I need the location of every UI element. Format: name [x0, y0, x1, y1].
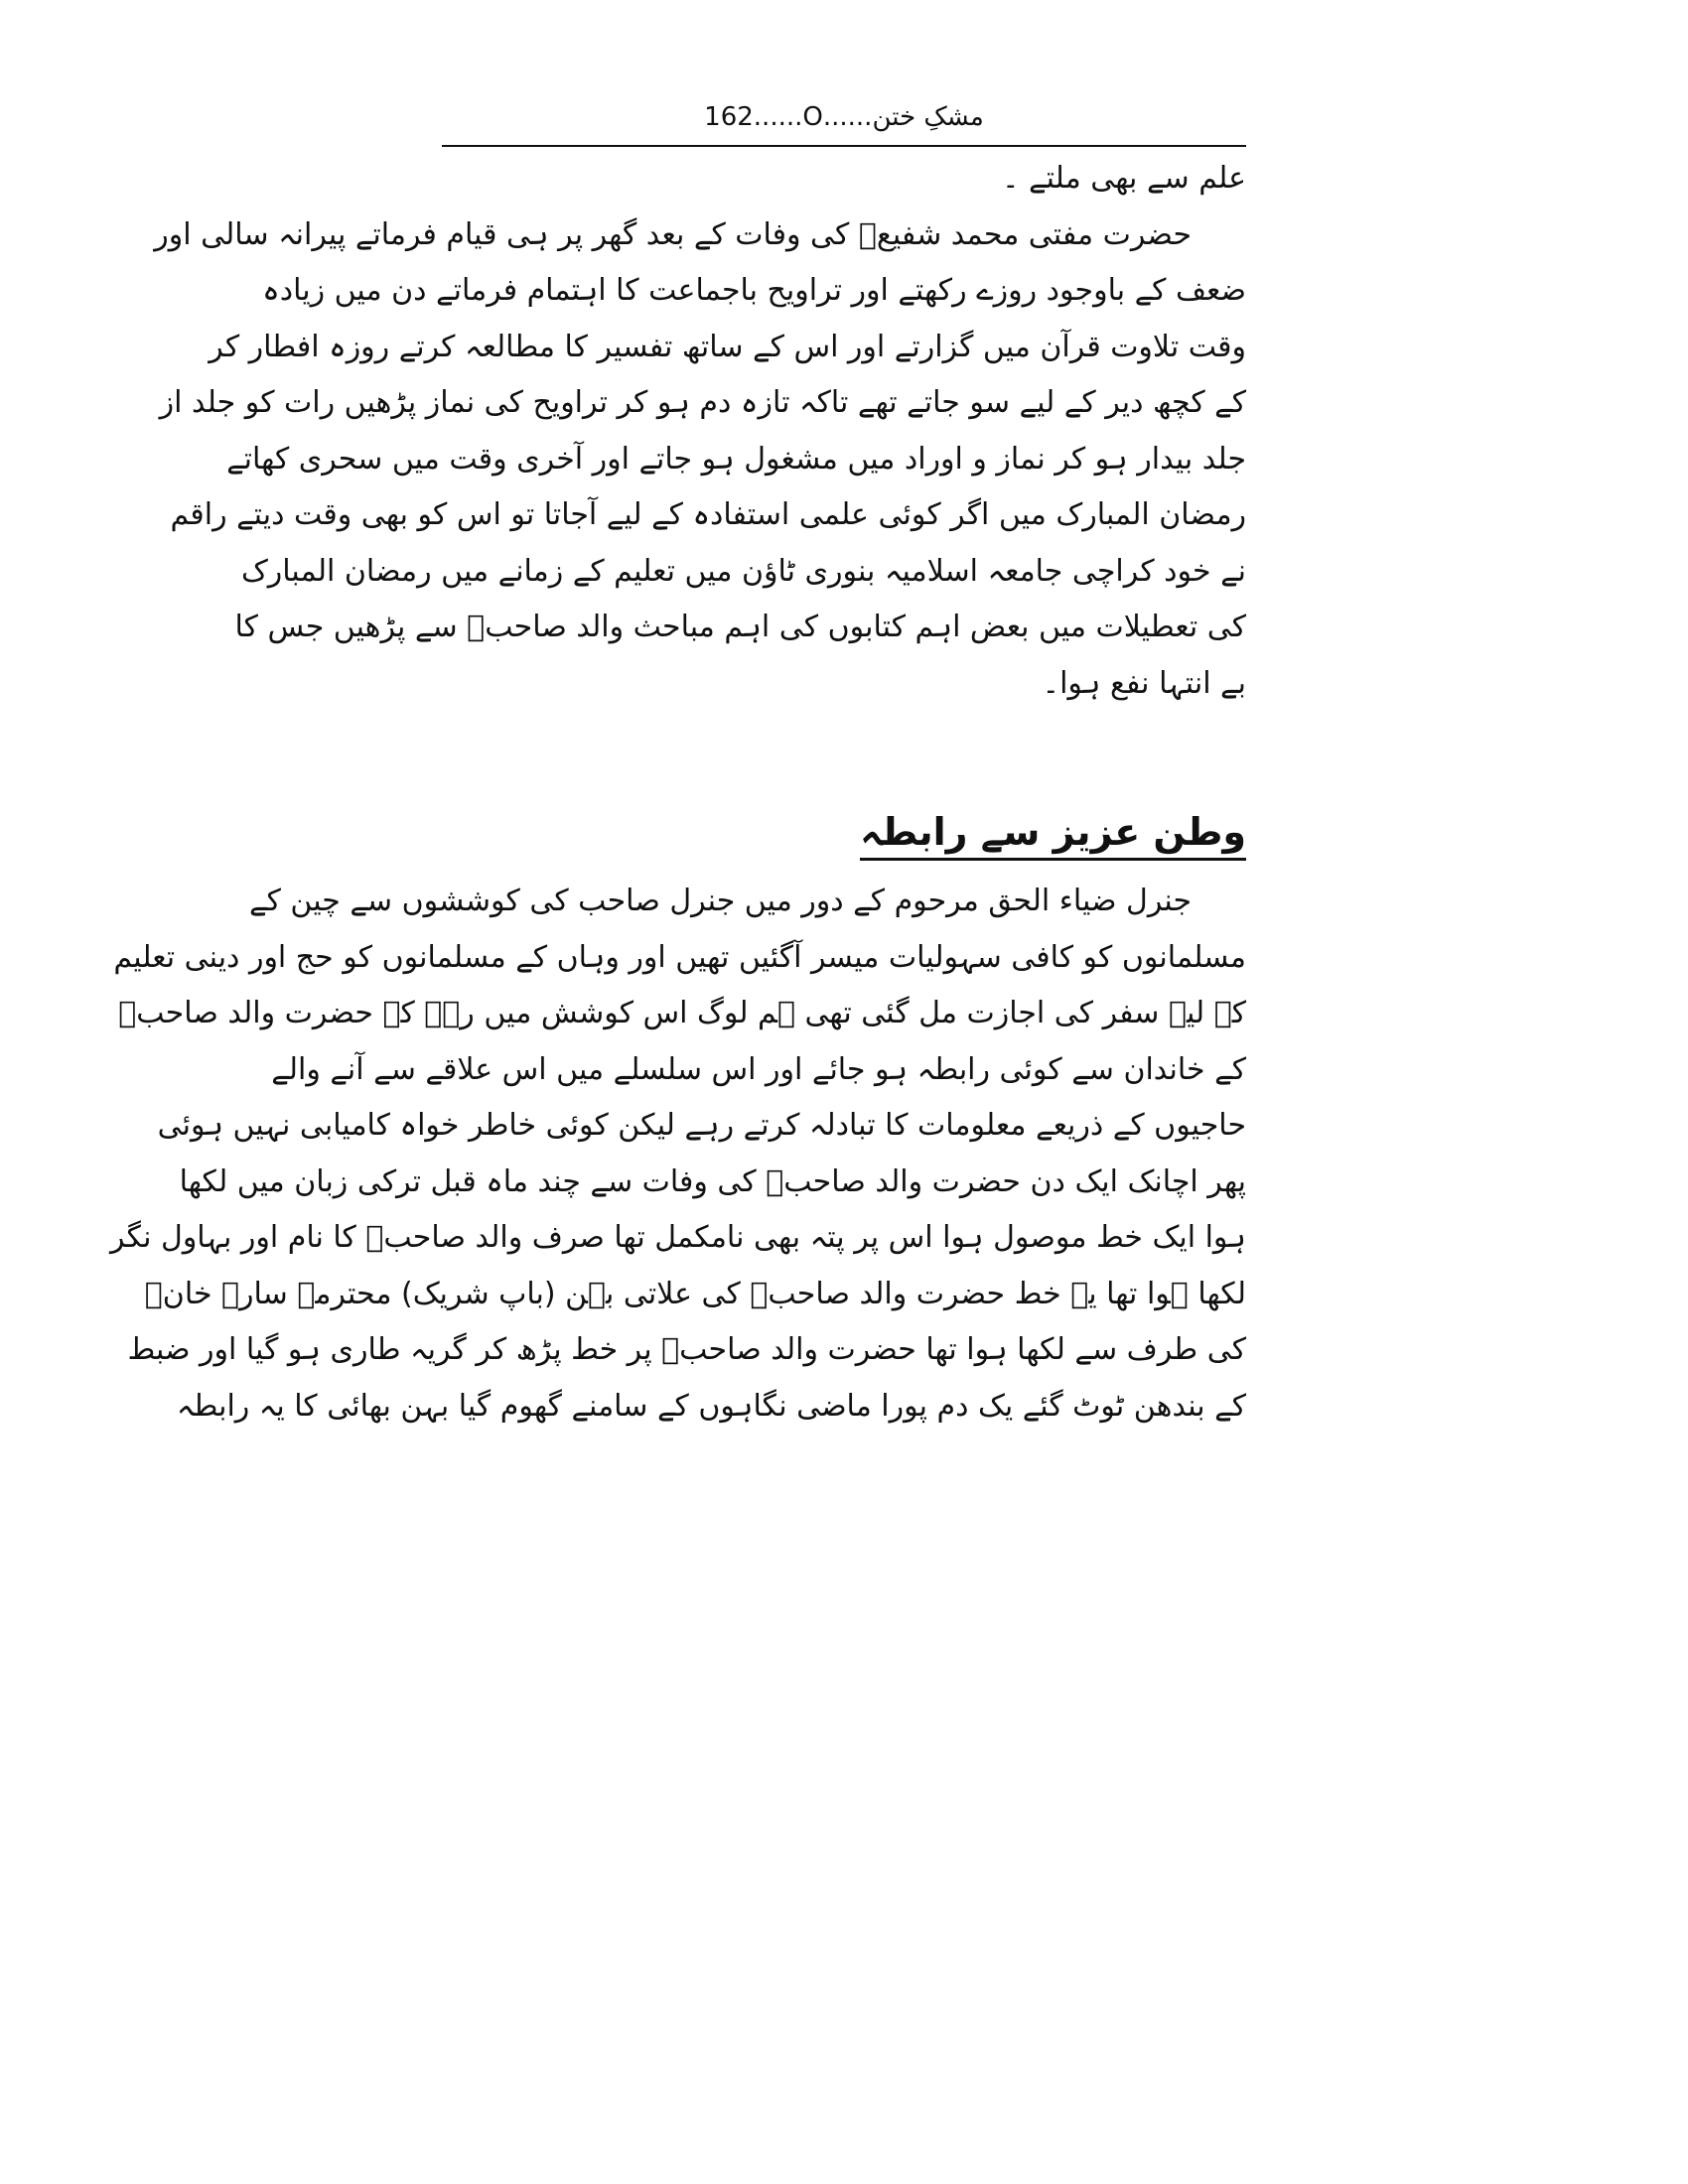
header-separator: ......O...... — [753, 102, 873, 132]
text-line: لکھا ہوا تھا یہ خط حضرت والد صاحبؒ کی علاتی بہن (باپ شریک) محترمہ سارہ خانؒ — [144, 1276, 1246, 1311]
text-line: جلد بیدار ہو کر نماز و اوراد میں مشغول ہو جاتے اور آخری وقت میں سحری کھاتے — [226, 441, 1246, 477]
text-line: علم سے بھی ملتے ۔ — [1001, 161, 1246, 196]
text-line: کے خاندان سے کوئی رابطہ ہو جائے اور اس سلسلے میں اس علاقے سے آنے والے — [271, 1051, 1246, 1087]
text-line: مسلمانوں کو کافی سہولیات میسر آگئیں تھیں اور وہاں کے مسلمانوں کو حج اور دینی تعلیم — [113, 939, 1246, 975]
text-line: ہوا ایک خط موصول ہوا اس پر پتہ بھی نامکمل تھا صرف والد صاحبؒ کا نام اور بہاول نگر — [110, 1220, 1246, 1255]
text-line: پھر اچانک ایک دن حضرت والد صاحبؒ کی وفات سے چند ماہ قبل ترکی زبان میں لکھا — [179, 1163, 1246, 1199]
text-line: حضرت مفتی محمد شفیعؒ کی وفات کے بعد گھر پر ہی قیام فرماتے پیرانہ سالی اور — [154, 216, 1192, 252]
text-line: نے خود کراچی جامعہ اسلامیہ بنوری ٹاؤن میں تعلیم کے زمانے میں رمضان المبارک — [240, 553, 1246, 589]
book-title: مشکِ ختن — [872, 102, 984, 132]
text-line: ضعف کے باوجود روزے رکھتے اور تراویح باجماعت کا اہتمام فرماتے دن میں زیادہ — [262, 273, 1246, 308]
text-line: کے بندھن ٹوٹ گئے یک دم پورا ماضی نگاہوں کے سامنے گھوم گیا بہن بھائی کا یہ رابطہ — [176, 1388, 1246, 1424]
text-line: حاجیوں کے ذریعے معلومات کا تبادلہ کرتے رہے لیکن کوئی خاطر خواہ کامیابی نہیں ہوئی — [157, 1108, 1246, 1143]
text-line: وقت تلاوت قرآن میں گزارتے اور اس کے ساتھ تفسیر کا مطالعہ کرتے روزہ افطار کر — [209, 329, 1246, 364]
header-rule — [442, 145, 1246, 147]
text-line: بے انتہا نفع ہوا۔ — [1042, 665, 1246, 701]
section-heading-text: وطن عزیز سے رابطہ — [860, 806, 1246, 861]
text-line: کے لیے سفر کی اجازت مل گئی تھی ہم لوگ اس کوشش میں رہے کہ حضرت والد صاحبؒ — [118, 996, 1246, 1030]
text-line: کی طرف سے لکھا ہوا تھا حضرت والد صاحبؒ پر خط پڑھ کر گریہ طاری ہو گیا اور ضبط — [127, 1332, 1246, 1367]
text-line: جنرل ضیاء الحق مرحوم کے دور میں جنرل صاحب کی کوششوں سے چین کے — [248, 884, 1192, 918]
running-header — [442, 99, 1246, 135]
body-text-top — [154, 151, 1246, 712]
text-line: رمضان المبارک میں اگر کوئی علمی استفادہ کے لیے آجاتا تو اس کو بھی وقت دیتے راقم — [170, 497, 1246, 532]
page-number: 162 — [704, 102, 754, 132]
text-line: کی تعطیلات میں بعض اہم کتابوں کی اہم مباحث والد صاحبؒ سے پڑھیں جس کا — [234, 610, 1246, 644]
body-text-bottom — [110, 874, 1246, 1434]
section-heading — [442, 802, 1246, 862]
text-line: کے کچھ دیر کے لیے سو جاتے تھے تاکہ تازہ دم ہو کر تراویح کی نماز پڑھیں رات کو جلد از — [159, 385, 1246, 420]
